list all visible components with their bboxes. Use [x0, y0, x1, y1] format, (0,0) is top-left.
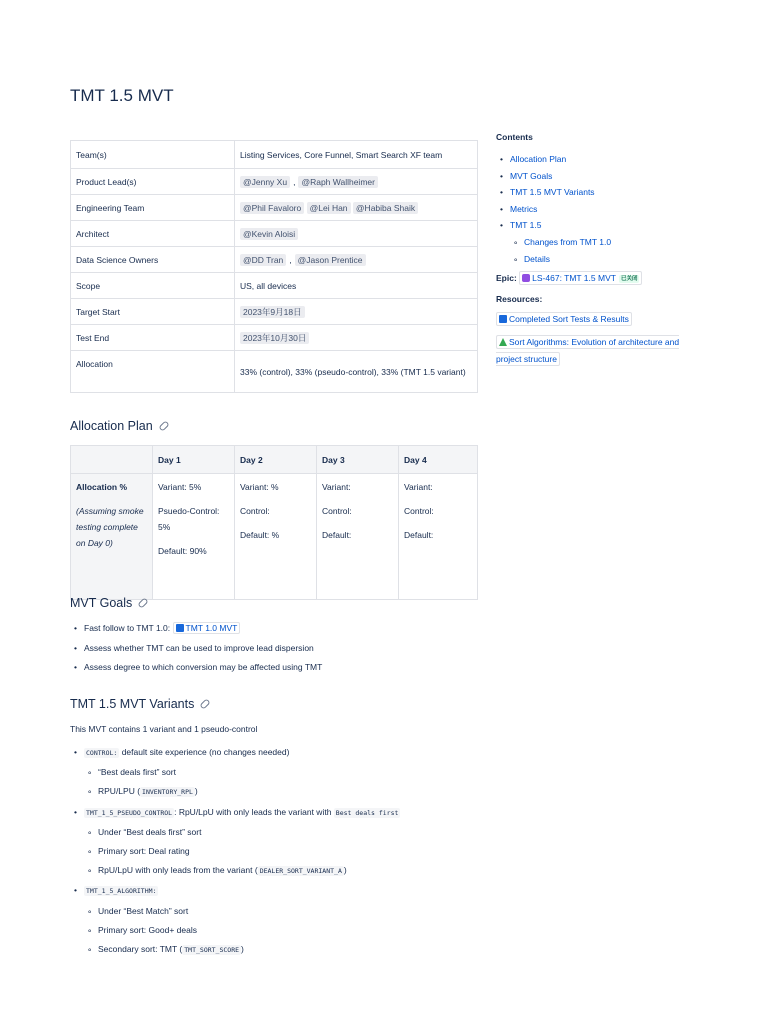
- allocation-plan-table: [70, 445, 478, 600]
- link-icon[interactable]: [138, 597, 149, 608]
- toc-item-metrics[interactable]: • Metrics: [496, 201, 716, 218]
- toc-item-allocation-plan[interactable]: • Allocation Plan: [496, 151, 716, 168]
- link-icon[interactable]: [200, 698, 211, 709]
- item-text: : RpU/LpU with only leads the variant with: [174, 806, 332, 817]
- google-drive-icon: [499, 338, 507, 346]
- header-empty-cell: [71, 446, 153, 474]
- mention-chip[interactable]: @Lei Han: [307, 202, 351, 214]
- column-header: Day 4: [399, 446, 478, 474]
- list-subitem: [70, 782, 670, 802]
- variants-heading: [70, 697, 210, 711]
- mention-chip[interactable]: @DD Tran: [240, 254, 286, 266]
- toc-heading: Contents: [496, 132, 533, 142]
- page-title: TMT 1.5 MVT: [70, 86, 174, 105]
- day1-cell: [153, 474, 235, 600]
- day4-cell: [399, 474, 478, 600]
- test-end-value: [235, 325, 478, 351]
- code-inline: TMT_1_5_ALGORITHM:: [86, 887, 157, 896]
- list-subitem: ∘ Primary sort: Deal rating: [70, 842, 670, 861]
- cell-line: Control:: [240, 506, 270, 516]
- toc-subitem-changes[interactable]: ∘ Changes from TMT 1.0: [496, 234, 716, 251]
- code-inline: TMT_1_5_PSEUDO_CONTROL: [86, 808, 173, 817]
- resource-link-sort-algorithms[interactable]: [496, 335, 679, 366]
- test-end-label: Test End: [71, 325, 235, 351]
- table-row: [71, 273, 478, 299]
- list-subitem: [70, 940, 670, 960]
- list-item: [70, 743, 670, 763]
- list-subitem: ∘ “Best deals first” sort: [70, 763, 670, 782]
- ds-owners-label: Data Science Owners: [71, 247, 235, 273]
- tmt-1-0-mvt-link[interactable]: [173, 622, 241, 634]
- table-row: [71, 169, 478, 195]
- row-header: [71, 474, 153, 600]
- cell-line: Variant:: [404, 482, 433, 492]
- toc-item-tmt-1-5[interactable]: • TMT 1.5: [496, 217, 716, 234]
- cell-line: Default:: [322, 530, 352, 540]
- separator: ,: [289, 254, 292, 265]
- row-note: (Assuming smoke testing complete on Day 0): [76, 506, 144, 548]
- team-value: Listing Services, Core Funnel, Smart Search XF team: [235, 141, 478, 169]
- item-text: ): [194, 786, 198, 797]
- item-text: Secondary sort: TMT (: [98, 944, 183, 955]
- table-row: [71, 474, 478, 600]
- item-text: default site experience (no changes needed): [121, 747, 290, 757]
- engineering-team-value: [235, 195, 478, 221]
- table-row: [71, 221, 478, 247]
- goal-text: Fast follow to TMT 1.0:: [84, 623, 171, 633]
- product-lead-label: Product Lead(s): [71, 169, 235, 195]
- project-info-table: [70, 140, 478, 393]
- heading-text: MVT Goals: [70, 596, 133, 610]
- mention-chip[interactable]: @Raph Wallheimer: [298, 176, 378, 188]
- scope-label: Scope: [71, 273, 235, 299]
- allocation-label: Allocation: [71, 351, 235, 393]
- code-inline: TMT_SORT_SCORE: [184, 946, 240, 955]
- toc-item-variants[interactable]: • TMT 1.5 MVT Variants: [496, 184, 716, 201]
- table-row: [71, 141, 478, 169]
- list-item: • Assess degree to which conversion may be affected using TMT: [70, 658, 670, 678]
- heading-text: TMT 1.5 MVT Variants: [70, 697, 195, 711]
- item-text: ): [241, 944, 244, 955]
- variants-intro: This MVT contains 1 variant and 1 pseudo-control: [70, 724, 258, 734]
- date-chip[interactable]: 2023年10月30日: [240, 332, 309, 344]
- item-text: RpU/LpU with only leads from the variant (: [98, 865, 258, 876]
- heading-text: Allocation Plan: [70, 419, 153, 433]
- table-row: [71, 325, 478, 351]
- mention-chip[interactable]: @Jason Prentice: [295, 254, 366, 266]
- toc-subitem-details[interactable]: ∘ Details: [496, 251, 716, 268]
- mention-chip[interactable]: @Habiba Shaik: [353, 202, 418, 214]
- mvt-goals-list: [70, 619, 670, 678]
- resource-item: [496, 314, 716, 324]
- day3-cell: [317, 474, 399, 600]
- resource-link-text: Sort Algorithms: Evolution of architecture and project structure: [496, 337, 680, 364]
- epic-row: [496, 273, 716, 283]
- table-of-contents: [496, 132, 716, 367]
- confluence-page-icon: [499, 315, 507, 323]
- ds-owners-value: [235, 247, 478, 273]
- link-icon[interactable]: [158, 420, 169, 431]
- table-row: [71, 351, 478, 393]
- resources-label: Resources:: [496, 294, 543, 305]
- cell-line: Control:: [322, 506, 352, 516]
- mvt-goals-heading: [70, 596, 148, 610]
- target-start-value: [235, 299, 478, 325]
- list-subitem: ∘ Under “Best deals first” sort: [70, 823, 670, 842]
- engineering-team-label: Engineering Team: [71, 195, 235, 221]
- resource-link-text: Completed Sort Tests & Results: [509, 314, 629, 325]
- cell-line: Control:: [404, 506, 434, 516]
- toc-list: [496, 151, 716, 267]
- table-row: [71, 195, 478, 221]
- cell-line: Default:: [404, 530, 434, 540]
- table-header-row: [71, 446, 478, 474]
- architect-value: [235, 221, 478, 247]
- toc-item-mvt-goals[interactable]: • MVT Goals: [496, 168, 716, 185]
- item-text: RPU/LPU (: [98, 786, 141, 797]
- confluence-page-icon: [176, 624, 184, 632]
- code-inline: Best deals first: [335, 808, 399, 817]
- status-badge: 已关闭: [620, 276, 638, 283]
- list-subitem: ∘ Primary sort: Good+ deals: [70, 921, 670, 940]
- epic-link[interactable]: [519, 271, 642, 285]
- product-lead-value: [235, 169, 478, 195]
- architect-label: Architect: [71, 221, 235, 247]
- list-item: [70, 881, 670, 901]
- team-label: Team(s): [71, 141, 235, 169]
- table-row: [71, 299, 478, 325]
- item-text: ): [343, 865, 347, 876]
- resource-item: [496, 334, 706, 367]
- column-header: Day 2: [235, 446, 317, 474]
- jira-epic-icon: [522, 274, 530, 282]
- mention-chip[interactable]: @Phil Favaloro: [240, 202, 304, 214]
- list-subitem: [70, 861, 670, 881]
- cell-line: Default: %: [240, 530, 280, 540]
- list-item: • Assess whether TMT can be used to improve lead dispersion: [70, 639, 670, 659]
- code-inline: CONTROL:: [86, 749, 118, 757]
- code-inline: DEALER_SORT_VARIANT_A: [259, 867, 342, 876]
- column-header: Day 1: [153, 446, 235, 474]
- target-start-label: Target Start: [71, 299, 235, 325]
- epic-link-text: LS-467: TMT 1.5 MVT: [532, 273, 616, 284]
- column-header: Day 3: [317, 446, 399, 474]
- allocation-value: 33% (control), 33% (pseudo-control), 33% (TMT 1.5 variant): [235, 351, 478, 393]
- scope-value: US, all devices: [235, 273, 478, 299]
- separator: ,: [293, 176, 296, 187]
- table-row: [71, 247, 478, 273]
- code-inline: INVENTORY_RPL: [142, 788, 193, 797]
- row-label: Allocation %: [76, 482, 128, 492]
- mention-chip[interactable]: @Kevin Aloisi: [240, 228, 298, 240]
- list-item: [70, 803, 670, 823]
- cell-line: Variant: 5%: [158, 482, 202, 492]
- cell-line: Psuedo-Control: 5%: [158, 506, 220, 532]
- epic-label: Epic:: [496, 273, 517, 284]
- date-chip[interactable]: 2023年9月18日: [240, 306, 305, 318]
- link-text: TMT 1.0 MVT: [185, 623, 238, 633]
- allocation-plan-heading: [70, 419, 169, 433]
- list-item: [70, 619, 670, 639]
- list-subitem: ∘ Under “Best Match” sort: [70, 902, 670, 921]
- resource-link-sort-tests[interactable]: [496, 312, 632, 326]
- day2-cell: [235, 474, 317, 600]
- cell-line: Variant:: [322, 482, 351, 492]
- mention-chip[interactable]: @Jenny Xu: [240, 176, 290, 188]
- cell-line: Default: 90%: [158, 546, 207, 556]
- cell-line: Variant: %: [240, 482, 279, 492]
- variants-list: [70, 743, 670, 960]
